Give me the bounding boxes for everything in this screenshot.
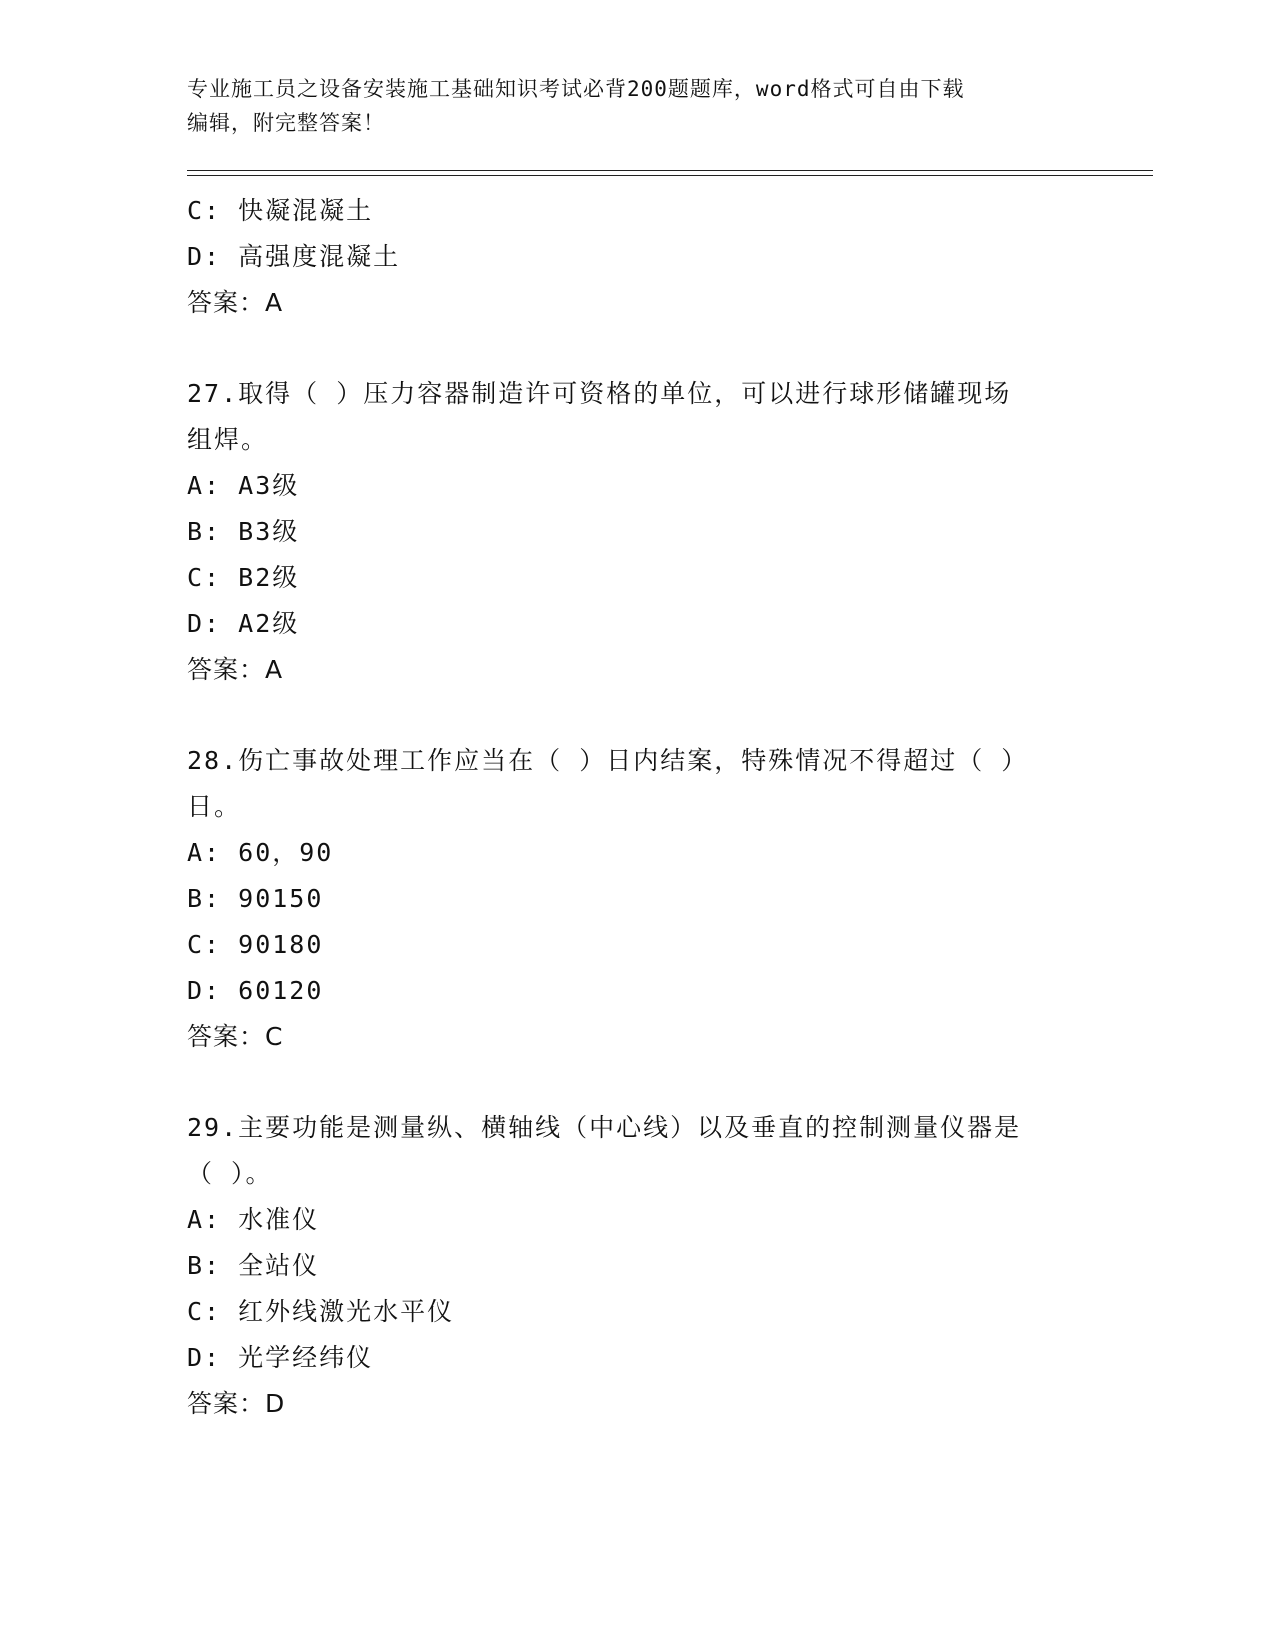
option-c: C: B2级 — [187, 563, 300, 592]
option-d: D: A2级 — [187, 609, 300, 638]
option-b: B: 90150 — [187, 884, 324, 913]
answer-line: 答案：D — [187, 1389, 286, 1418]
option-b: B: 全站仪 — [187, 1251, 320, 1280]
question-text-line-1: 28.伤亡事故处理工作应当在（ ）日内结案，特殊情况不得超过（ ） — [187, 746, 1029, 775]
option-b: B: B3级 — [187, 517, 300, 546]
option-d: D: 60120 — [187, 976, 324, 1005]
header-rule-bottom — [187, 175, 1153, 176]
question-28 — [187, 738, 1087, 1060]
question-text-line-2: （ ）。 — [187, 1159, 273, 1188]
answer-line: 答案：C — [187, 1022, 284, 1051]
question-text-line-2: 组焊。 — [187, 425, 269, 454]
option-d: D: 高强度混凝土 — [187, 242, 401, 271]
document-header — [187, 72, 1067, 140]
question-text-line-2: 日。 — [187, 792, 242, 821]
option-a: A: 60，90 — [187, 838, 334, 867]
answer-line: 答案：A — [187, 655, 284, 684]
option-d: D: 光学经纬仪 — [187, 1343, 374, 1372]
question-text-line-1: 27.取得（ ）压力容器制造许可资格的单位，可以进行球形储罐现场 — [187, 379, 1012, 408]
option-c: C: 90180 — [187, 930, 324, 959]
option-c: C: 红外线激光水平仪 — [187, 1297, 455, 1326]
option-a: A: A3级 — [187, 471, 300, 500]
previous-question-tail — [187, 188, 1087, 326]
header-title-line-1: 专业施工员之设备安装施工基础知识考试必背200题题库，word格式可自由下载 — [187, 77, 965, 101]
answer-line: 答案：A — [187, 288, 284, 317]
question-text-line-1: 29.主要功能是测量纵、横轴线（中心线）以及垂直的控制测量仪器是 — [187, 1113, 1022, 1142]
question-list — [187, 188, 1087, 1427]
option-a: A: 水准仪 — [187, 1205, 320, 1234]
header-rule-top — [187, 170, 1153, 171]
question-27 — [187, 371, 1087, 693]
question-29 — [187, 1105, 1087, 1427]
header-title-line-2: 编辑，附完整答案！ — [187, 111, 385, 135]
option-c: C: 快凝混凝土 — [187, 196, 374, 225]
